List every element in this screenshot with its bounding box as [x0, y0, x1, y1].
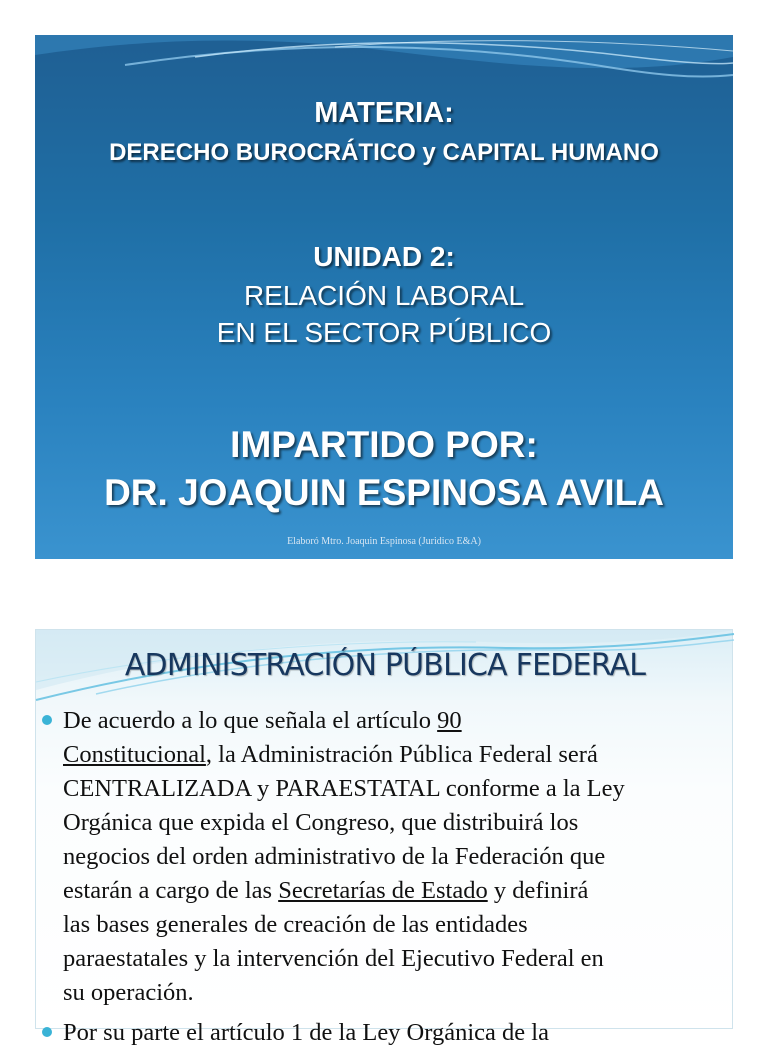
bullet-icon: [42, 1027, 52, 1037]
unit-title-line2: EN EL SECTOR PÚBLICO: [216, 317, 552, 348]
taught-by-label: IMPARTIDO POR:: [230, 424, 538, 465]
content-slide: [35, 629, 733, 1046]
article-90-link[interactable]: 90: [437, 707, 462, 734]
constitucional-link[interactable]: Constitucional: [63, 741, 206, 768]
materia-label: MATERIA:: [314, 97, 454, 129]
title-slide: [35, 35, 733, 559]
bullet-item: De acuerdo a lo que señala el artículo 90 Constitucional, la Administración Pública Federal será CENTRALIZADA y PARAESTATAL conforme a la Ley Orgánica que expida el Congreso, que distribuirá los negocios del orden administrativo de la Federación que estarán a cargo de las Secretarías de Estado y definirá las bases generales de creación de las entidades paraestatales y la intervención del Ejecutivo Federal en su operación.: [63, 704, 733, 1010]
subject-title: DERECHO BUROCRÁTICO y CAPITAL HUMANO: [109, 139, 659, 166]
bullet-item: Por su parte el artículo 1 de la Ley Orgánica de la: [63, 1016, 733, 1050]
slide-title: ADMINISTRACIÓN PÚBLICA FEDERAL: [124, 648, 646, 683]
bullet-icon: [42, 715, 52, 725]
instructor-name: DR. JOAQUIN ESPINOSA AVILA: [104, 472, 664, 513]
secretarias-link[interactable]: Secretarías de Estado: [278, 877, 488, 904]
unit-label: UNIDAD 2:: [313, 241, 455, 272]
unit-title-line1: RELACIÓN LABORAL: [243, 280, 525, 311]
slide-body: [63, 704, 733, 1050]
slide-footer: Elaboró Mtro. Joaquin Espinosa (Juridico E&A): [287, 536, 481, 547]
